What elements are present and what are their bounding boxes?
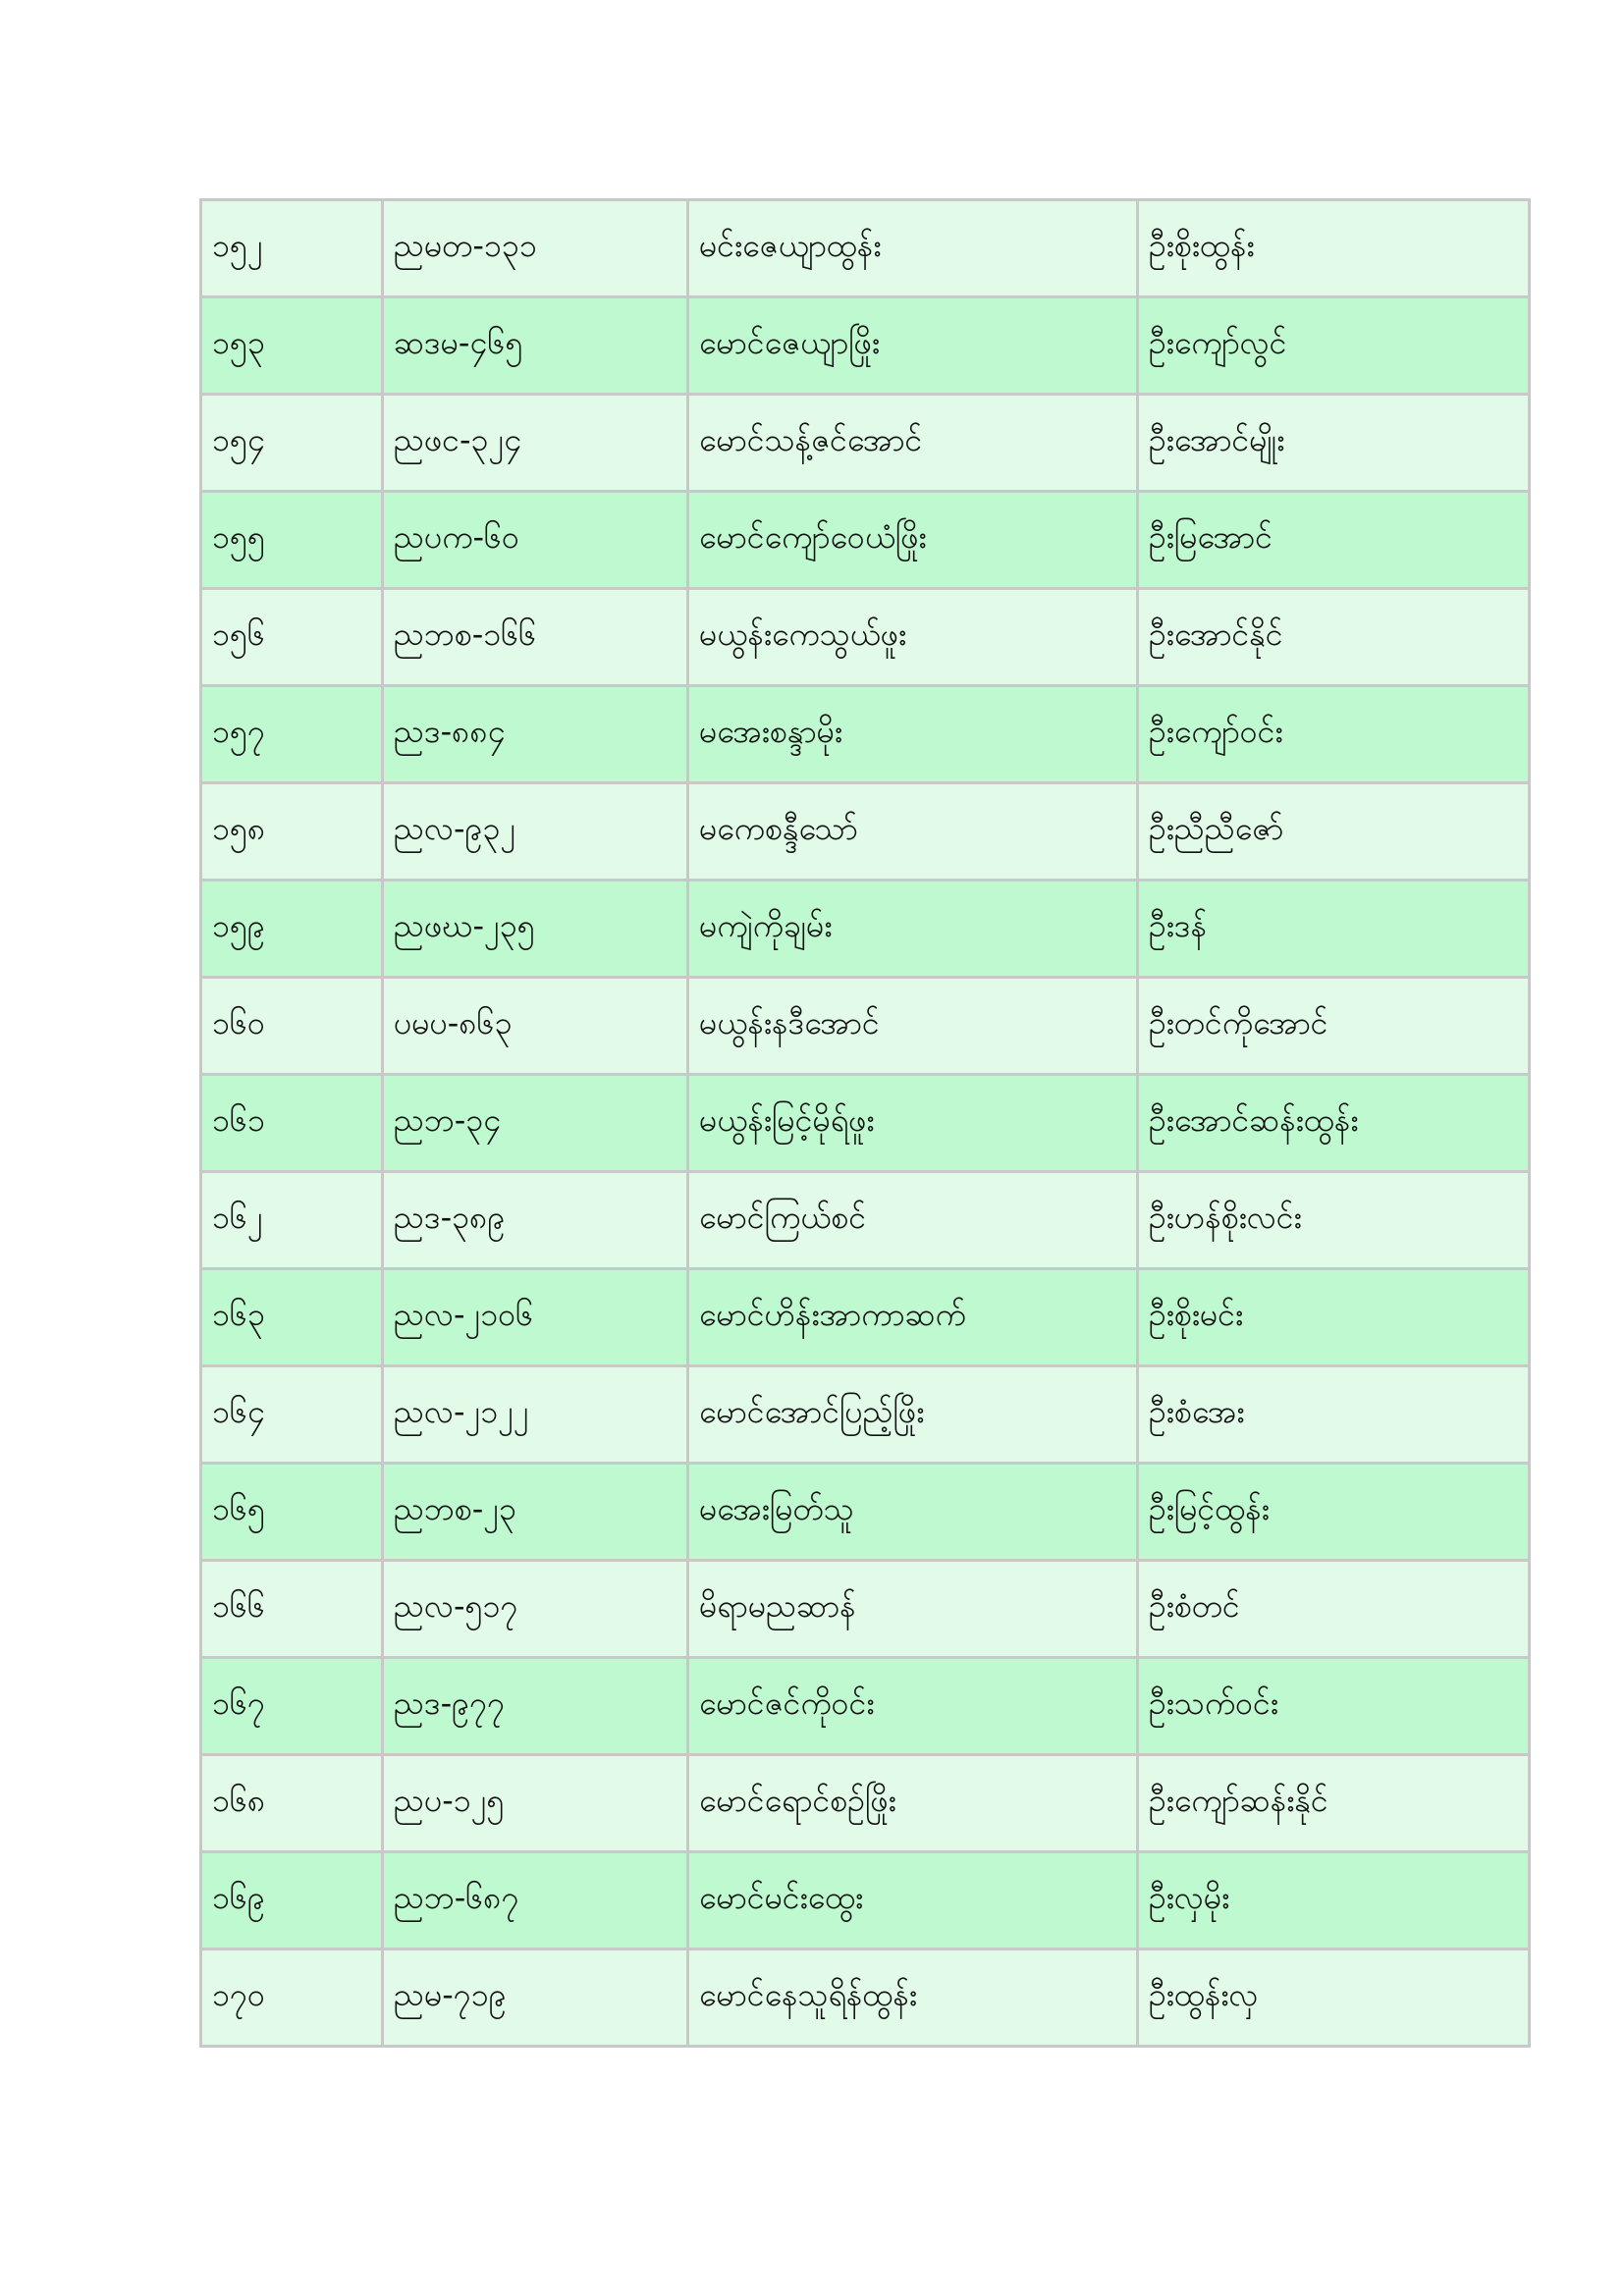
name-cell: မောင်မင်းထွေး bbox=[688, 1852, 1138, 1949]
id-cell: ညဘ-၃၄ bbox=[383, 1075, 688, 1172]
table-row bbox=[201, 1366, 1530, 1464]
row-number-cell: ၁၅၅ bbox=[201, 492, 383, 589]
father-name-cell: ဦးအောင်ဆန်းထွန်း bbox=[1138, 1075, 1530, 1172]
row-number-cell: ၁၆၄ bbox=[201, 1366, 383, 1464]
father-name-cell: ဦးစံအေး bbox=[1138, 1366, 1530, 1464]
id-cell: ညလ-၂၁၀၆ bbox=[383, 1269, 688, 1366]
father-name-cell: ဦးညီညီဇော် bbox=[1138, 783, 1530, 881]
id-cell: ညဖင-၃၂၄ bbox=[383, 395, 688, 492]
father-name-cell: ဦးမြအောင် bbox=[1138, 492, 1530, 589]
name-cell: မောင်ရောင်စဉ်ဖြိုး bbox=[688, 1755, 1138, 1852]
row-number-cell: ၁၅၃ bbox=[201, 297, 383, 395]
name-cell: မအေးစန္ဒာမိုး bbox=[688, 686, 1138, 783]
father-name-cell: ဦးကျော်ဆန်းနိုင် bbox=[1138, 1755, 1530, 1852]
father-name-cell: ဦးအောင်နိုင် bbox=[1138, 589, 1530, 686]
name-cell: မောင်ဟိန်းအာကာဆက် bbox=[688, 1269, 1138, 1366]
id-cell: ညဘစ-၂၃ bbox=[383, 1464, 688, 1561]
table-row bbox=[201, 1852, 1530, 1949]
father-name-cell: ဦးဒန် bbox=[1138, 881, 1530, 978]
name-cell: မယွန်းနဒီအောင် bbox=[688, 978, 1138, 1075]
table-row bbox=[201, 492, 1530, 589]
name-cell: မောင်ဇင်ကိုဝင်း bbox=[688, 1658, 1138, 1755]
name-cell: မအေးမြတ်သူ bbox=[688, 1464, 1138, 1561]
row-number-cell: ၁၆၀ bbox=[201, 978, 383, 1075]
row-number-cell: ၁၆၃ bbox=[201, 1269, 383, 1366]
name-cell: မကျဲကိုချမ်း bbox=[688, 881, 1138, 978]
table-row bbox=[201, 783, 1530, 881]
name-cell: မောင်သန့်ဇင်အောင် bbox=[688, 395, 1138, 492]
table-row bbox=[201, 881, 1530, 978]
father-name-cell: ဦးစိုးမင်း bbox=[1138, 1269, 1530, 1366]
table-row bbox=[201, 1755, 1530, 1852]
father-name-cell: ဦးသက်ဝင်း bbox=[1138, 1658, 1530, 1755]
row-number-cell: ၁၅၈ bbox=[201, 783, 383, 881]
name-cell: မိရာမညဆာန် bbox=[688, 1561, 1138, 1658]
row-number-cell: ၁၅၇ bbox=[201, 686, 383, 783]
father-name-cell: ဦးစံတင် bbox=[1138, 1561, 1530, 1658]
father-name-cell: ဦးစိုးထွန်း bbox=[1138, 200, 1530, 297]
id-cell: ညမတ-၁၃၁ bbox=[383, 200, 688, 297]
table-row bbox=[201, 297, 1530, 395]
row-number-cell: ၁၆၆ bbox=[201, 1561, 383, 1658]
father-name-cell: ဦးလှမိုး bbox=[1138, 1852, 1530, 1949]
father-name-cell: ဦးကျော်လွင် bbox=[1138, 297, 1530, 395]
name-cell: မောင်ဇေယျာဖြိုး bbox=[688, 297, 1138, 395]
father-name-cell: ဦးဟန်စိုးလင်း bbox=[1138, 1172, 1530, 1269]
table-row bbox=[201, 1075, 1530, 1172]
table-row bbox=[201, 200, 1530, 297]
id-cell: ညဒ-၈၈၄ bbox=[383, 686, 688, 783]
id-cell: ညပက-၆၀ bbox=[383, 492, 688, 589]
id-cell: ဆဒမ-၄၆၅ bbox=[383, 297, 688, 395]
name-cell: မောင်အောင်ပြည့်ဖြိုး bbox=[688, 1366, 1138, 1464]
table-row bbox=[201, 395, 1530, 492]
name-cell: မင်းဇေယျာထွန်း bbox=[688, 200, 1138, 297]
table-row bbox=[201, 1949, 1530, 2047]
id-cell: ညဒ-၃၈၉ bbox=[383, 1172, 688, 1269]
table-row bbox=[201, 978, 1530, 1075]
table-row bbox=[201, 1658, 1530, 1755]
row-number-cell: ၁၅၄ bbox=[201, 395, 383, 492]
name-cell: မယွန်းမြင့်မိုရ်ဖူး bbox=[688, 1075, 1138, 1172]
name-cell: မယွန်းကေသွယ်ဖူး bbox=[688, 589, 1138, 686]
name-cell: မောင်နေသူရိန်ထွန်း bbox=[688, 1949, 1138, 2047]
table-row bbox=[201, 1464, 1530, 1561]
table-row bbox=[201, 589, 1530, 686]
father-name-cell: ဦးတင်ကိုအောင် bbox=[1138, 978, 1530, 1075]
table-row bbox=[201, 1269, 1530, 1366]
id-cell: ညပ-၁၂၅ bbox=[383, 1755, 688, 1852]
row-number-cell: ၁၇၀ bbox=[201, 1949, 383, 2047]
row-number-cell: ၁၆၂ bbox=[201, 1172, 383, 1269]
id-cell: ညဘ-၆၈၇ bbox=[383, 1852, 688, 1949]
row-number-cell: ၁၅၉ bbox=[201, 881, 383, 978]
table-row bbox=[201, 1172, 1530, 1269]
id-cell: ညလ-၂၁၂၂ bbox=[383, 1366, 688, 1464]
id-cell: ညလ-၅၁၇ bbox=[383, 1561, 688, 1658]
row-number-cell: ၁၆၉ bbox=[201, 1852, 383, 1949]
id-cell: ညမ-၇၁၉ bbox=[383, 1949, 688, 2047]
id-cell: ညဒ-၉၇၇ bbox=[383, 1658, 688, 1755]
roster-table bbox=[199, 198, 1531, 2048]
row-number-cell: ၁၆၁ bbox=[201, 1075, 383, 1172]
father-name-cell: ဦးမြင့်ထွန်း bbox=[1138, 1464, 1530, 1561]
father-name-cell: ဦးထွန်းလှ bbox=[1138, 1949, 1530, 2047]
row-number-cell: ၁၆၅ bbox=[201, 1464, 383, 1561]
id-cell: ညဘစ-၁၆၆ bbox=[383, 589, 688, 686]
father-name-cell: ဦးအောင်မျိုး bbox=[1138, 395, 1530, 492]
row-number-cell: ၁၅၆ bbox=[201, 589, 383, 686]
name-cell: မောင်ကျော်ဝေယံဖြိုး bbox=[688, 492, 1138, 589]
id-cell: ပမပ-၈၆၃ bbox=[383, 978, 688, 1075]
father-name-cell: ဦးကျော်ဝင်း bbox=[1138, 686, 1530, 783]
id-cell: ညလ-၉၃၂ bbox=[383, 783, 688, 881]
id-cell: ညဖဃ-၂၃၅ bbox=[383, 881, 688, 978]
row-number-cell: ၁၆၇ bbox=[201, 1658, 383, 1755]
table-row bbox=[201, 1561, 1530, 1658]
table-row bbox=[201, 686, 1530, 783]
row-number-cell: ၁၅၂ bbox=[201, 200, 383, 297]
name-cell: မကေစန္ဒီသော် bbox=[688, 783, 1138, 881]
row-number-cell: ၁၆၈ bbox=[201, 1755, 383, 1852]
name-cell: မောင်ကြယ်စင် bbox=[688, 1172, 1138, 1269]
